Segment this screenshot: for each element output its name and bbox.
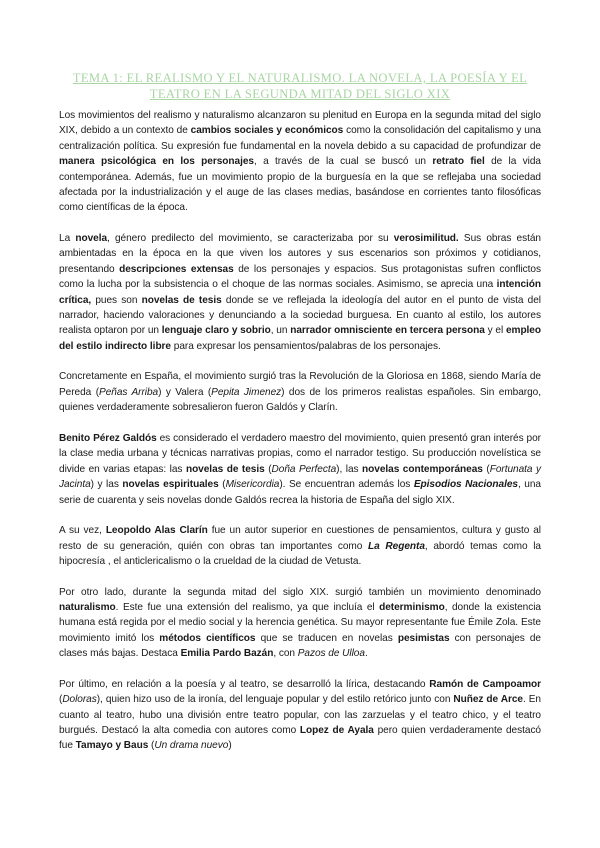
text-run: de la vida contemporánea. Además, fue un movimiento propio de la burguesía en la que se reflejaba una sociedad afectada por la industrialización y el auge de las clases medias, basándose en corrientes tanto filosóficas como científicas de la época. <box>59 156 541 214</box>
paragraph-novela <box>59 231 541 354</box>
text-run: A su vez, <box>59 525 106 537</box>
bold-term: empleo del estilo indirecto libre <box>59 325 541 352</box>
italic-title: Pazos de Ulloa <box>297 648 365 660</box>
text-run: ( <box>148 740 155 752</box>
text-run: Por último, en relación a la poesía y al teatro, se desarrolló la lírica, destacando <box>59 678 430 690</box>
paragraph-context <box>59 108 541 216</box>
text-run: ), las <box>336 463 363 475</box>
text-run: pues son <box>91 294 142 306</box>
italic-title: Doloras <box>62 694 97 706</box>
text-run: , donde la existencia humana está regida por el medio social y la herencia genética. Su mayor representante fue Émile Zola. Este movimiento imitó los <box>59 601 541 644</box>
bold-term: Emilia Pardo Bazán <box>180 648 274 660</box>
text-run: , a través de la cual se buscó un <box>253 156 433 168</box>
text-run: , una serie de cuarenta y seis novelas donde Galdós recrea la historia de España del siglo XIX. <box>59 479 541 506</box>
text-run: ) <box>228 740 232 752</box>
text-run: de los personajes y espacios. Sus protagonistas sufren conflictos como la lucha por la subsistencia o el choque de las normas sociales. Asimismo, se aprecia una <box>59 263 541 291</box>
text-run: Concretamente en España, el movimiento surgió tras la Revolución de la Gloriosa en 1868, siendo María de Pereda ( <box>59 371 541 398</box>
bold-term: Lopez de Ayala <box>299 724 374 736</box>
bold-term: novelas de tesis <box>185 463 265 475</box>
text-run: donde se ve reflejada la ideología del autor en el punto de vista del narrador, haciendo valoraciones y denunciando a la sociedad burguesa. En cuanto al estilo, los autores realista optaron por un <box>59 294 541 337</box>
text-run: ). Se encuentran además los <box>279 479 414 491</box>
italic-title: Fortunata y Jacinta <box>59 463 541 491</box>
text-run: , género predilecto del movimiento, se caracterizaba por su <box>107 233 394 245</box>
bold-italic-title: Episodios Nacionales <box>413 479 518 491</box>
text-run: La <box>59 233 76 245</box>
bold-term: intención crítica, <box>59 279 541 306</box>
bold-italic-title: La Regenta <box>368 540 425 552</box>
text-run: Los movimientos del realismo y naturalismo alcanzaron su plenitud en Europa en la segunda mitad del siglo XIX, debido a un contexto de <box>59 110 541 137</box>
title-line-1: TEMA 1: EL REALISMO Y EL NATURALISMO. LA NOVELA, LA POESÍA Y EL <box>72 71 528 85</box>
text-run: ( <box>59 694 63 706</box>
bold-term: manera psicológica en los personajes <box>59 156 254 168</box>
text-run: ( <box>482 463 490 475</box>
italic-title: Pepita Jimenez <box>211 386 282 398</box>
text-run: Sus obras están ambientadas en la época en la que viven los autores y sus escenarios son próximos y cotidianos, presentando <box>59 233 541 275</box>
bold-term: verosimilitud. <box>393 233 459 245</box>
text-run: , un <box>270 325 291 337</box>
text-run: con personajes de clases más bajas. Destaca <box>59 632 541 660</box>
bold-term: determinismo <box>379 601 445 613</box>
bold-term: narrador omnisciente en tercera persona <box>290 325 485 337</box>
paragraph-naturalismo <box>59 585 541 662</box>
text-run: Por otro lado, durante la segunda mitad del siglo XIX. surgió también un movimiento denominado <box>59 586 541 598</box>
bold-term: Tamayo y Baus <box>75 740 149 752</box>
text-run: ( <box>264 463 272 475</box>
bold-term: naturalismo <box>59 601 116 613</box>
bold-term: cambios sociales y económicos <box>190 125 344 137</box>
text-run: y el <box>484 325 506 337</box>
paragraph-galdos <box>59 431 541 508</box>
text-run: que se traducen en novelas <box>255 632 398 644</box>
italic-title: Peñas Arriba <box>99 386 159 398</box>
bold-term: pesimistas <box>397 632 450 644</box>
bold-term: novelas de tesis <box>141 294 222 306</box>
paragraph-espana <box>59 369 541 415</box>
bold-term: novelas contemporáneas <box>362 463 483 475</box>
text-run: . En cuanto al teatro, hubo una división entre teatro popular, con las zarzuelas y el teatro chico, y el teatro burgués. Destacó la alta comedia con autores como <box>59 694 541 736</box>
text-run: ( <box>218 479 226 491</box>
bold-term: métodos científicos <box>159 632 256 644</box>
paragraph-poesia-teatro <box>59 677 541 754</box>
text-run: ), quien hizo uso de la ironía, del lenguaje popular y del estilo retórico junto con <box>96 694 454 706</box>
italic-title: Un drama nuevo <box>154 740 229 752</box>
bold-term: Benito Pérez Galdós <box>59 432 157 444</box>
text-run: para expresar los pensamientos/palabras de los personajes. <box>171 340 441 352</box>
paragraph-clarin <box>59 523 541 569</box>
bold-term: Ramón de Campoamor <box>429 678 541 690</box>
title-line-2: TEATRO EN LA SEGUNDA MITAD DEL SIGLO XIX <box>149 87 451 101</box>
text-run: fue un autor superior en cuestiones de pensamientos, cultura y gusto al resto de su generación, quién con obras tan importantes como <box>59 525 541 552</box>
italic-title: Misericordia <box>225 479 280 491</box>
text-run: , con <box>273 648 298 660</box>
text-run: . <box>364 648 368 660</box>
text-run: . Este fue una extensión del realismo, ya que incluía el <box>115 601 380 613</box>
text-run: como la consolidación del capitalismo y una centralización política. Su expresión fue fundamental en la novela debido a su capacidad de profundizar de <box>59 125 541 152</box>
text-run: ) y Valera ( <box>158 386 212 398</box>
text-run: ) y las <box>90 479 123 491</box>
bold-term: retrato fiel <box>432 156 485 168</box>
bold-term: novela <box>75 233 108 245</box>
text-run: , abordó temas como la hipocresía , el anticlericalismo o la crueldad de la ciudad de Vetusta. <box>59 540 541 567</box>
bold-term: novelas espirituales <box>122 479 219 491</box>
bold-term: Nuñez de Arce <box>453 694 523 706</box>
bold-term: lenguaje claro y sobrio <box>161 325 271 337</box>
italic-title: Doña Perfecta <box>271 463 337 475</box>
text-run: ) dos de los primeros realistas españoles. Sin embargo, quienes verdaderamente sobresalieron fueron Galdós y Clarín. <box>59 386 541 414</box>
bold-term: Leopoldo Alas Clarín <box>105 525 208 537</box>
text-run: es considerado el verdadero maestro del movimiento, quien presentó gran interés por la clase media urbana y técnicas narrativas propias, como el narrador testigo. Su producción novelística se divide en varias etapas: las <box>59 432 541 475</box>
bold-term: descripciones extensas <box>119 263 234 275</box>
document-title <box>59 70 541 102</box>
text-run: pero quien verdaderamente destacó fue <box>59 724 542 752</box>
